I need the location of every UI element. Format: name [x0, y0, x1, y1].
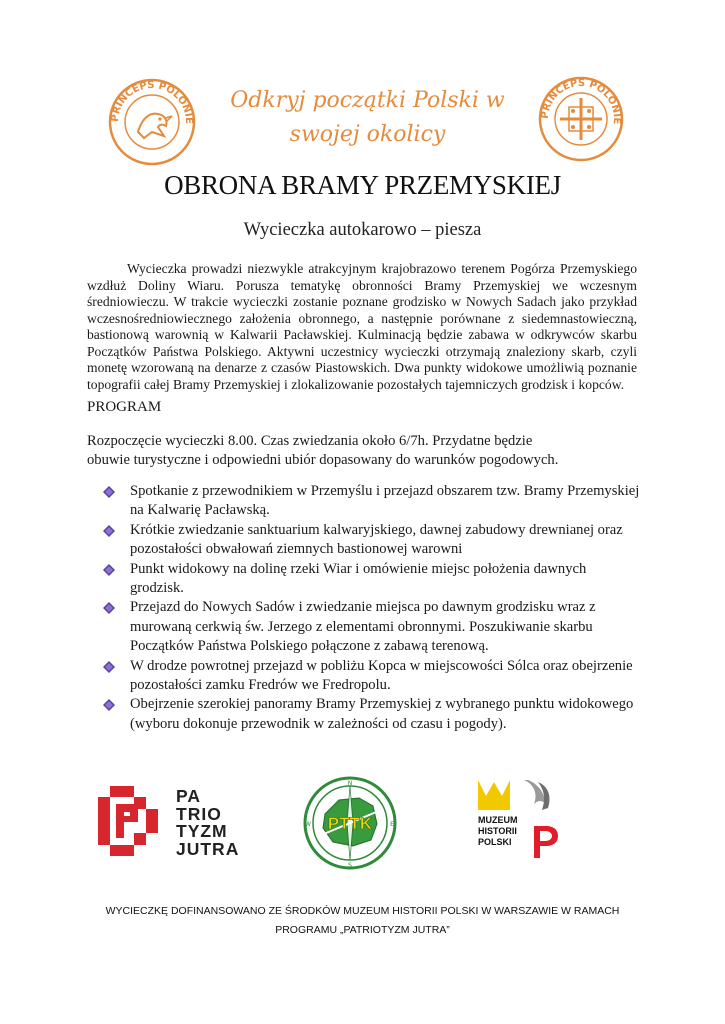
left-coin-inscription: PRINCEPS POLONIE: [109, 79, 195, 125]
patriotyzm-jutra-wordmark: [176, 788, 239, 858]
program-item-text: Obejrzenie szerokiej panoramy Bramy Przemyskiej z wybranego punktu widokowego (wyboru dokonuje przewodnik w zależności od czasu i pogody).: [130, 696, 634, 732]
compass-e: E: [390, 821, 394, 828]
svg-text:PRINCEPS POLONIE: [110, 80, 194, 124]
program-item: [102, 521, 642, 560]
pttk-text: PTTK: [327, 814, 373, 833]
program-item-text: Przejazd do Nowych Sadów i zwiedzanie miejsca po dawnym grodzisku wraz z murowaną cerkwią św. Jerzego z elementami obronnymi. Poszukiwanie skarbu Początków Państwa Polskiego połączone z zabawą terenową.: [130, 599, 596, 655]
patriot-line: TYZM: [176, 821, 228, 841]
diamond-bullet-icon: [102, 485, 116, 499]
start-info: Rozpoczęcie wycieczki 8.00. Czas zwiedzania około 6/7h. Przydatne będzie obuwie turystyczne i odpowiedni ubiór dopasowany do warunków pogodowych.: [87, 433, 559, 468]
program-item: [102, 598, 642, 656]
muzeum-line: HISTORII: [478, 826, 517, 836]
compass-s: S: [348, 862, 352, 869]
program-item: [102, 695, 642, 734]
muzeum-line: POLSKI: [478, 837, 512, 847]
funding-footer: [0, 902, 725, 940]
intro-paragraph: Wycieczka prowadzi niezwykle atrakcyjnym krajobrazowo terenem Pogórza Przemyskiego wzdłuż Doliny Wiaru. Porusza tematykę obronności Bramy Przemyskiej we wczesnym średniowieczu. W trakcie wycieczki zostanie poznane grodzisko w Nowych Sadach jako przykład wczesnośredniowiecznego założenia obronnego, a następnie porównane z siedemnastowieczną, bastionową warownią w Kalwarii Pacławskiej. Kulminacją będzie zabawa w odkrywców skarbu Początków Państwa Polskiego. Aktywni uczestnicy wycieczki otrzymają znaleziony skarb, czyli monetę wzorowaną na denarze z czasów Piastowskich. Dwa punkty widokowe umożliwią poznanie topografii całej Bramy Przemyskiej i zlokalizowanie pozostałych tajemniczych grodzisk i kopców.: [87, 261, 637, 392]
muzeum-line: MUZEUM: [478, 815, 518, 825]
diamond-bullet-icon: [102, 601, 116, 615]
program-item-text: Punkt widokowy na dolinę rzeki Wiar i omówienie miejsc położenia dawnych grodzisk.: [130, 560, 587, 597]
program-item-text: W drodze powrotnej przejazd w pobliżu Kopca w miejscowości Sólca oraz obejrzenie pozostałości zamku Fredrów we Fredropolu.: [130, 657, 633, 694]
program-item: [102, 482, 642, 521]
program-item: [102, 657, 642, 696]
patriot-line: JUTRA: [176, 838, 240, 859]
footer-line: WYCIECZKĘ DOFINANSOWANO ZE ŚRODKÓW MUZEUM HISTORII POLSKI W WARSZAWIE W RAMACH: [105, 905, 620, 917]
footer-line: PROGRAMU „PATRIOTYZM JUTRA”: [275, 924, 450, 936]
patriot-line: PA: [176, 786, 202, 806]
page-subtitle: Wycieczka autokarowo – piesza: [243, 220, 482, 240]
diamond-bullet-icon: [102, 563, 116, 577]
pttk-logo: [303, 776, 397, 870]
tagline: Odkryj początki Polski w swojej okolicy: [230, 88, 505, 147]
program-list: [102, 482, 642, 734]
page-title: OBRONA BRAMY PRZEMYSKIEJ: [164, 170, 561, 200]
right-coin-inscription: PRINCEPS POLONIE: [539, 77, 623, 125]
compass-w: W: [305, 821, 311, 828]
diamond-bullet-icon: [102, 698, 116, 712]
program-item: [102, 560, 642, 599]
muzeum-wordmark: [478, 815, 518, 848]
right-coin-emblem: [538, 76, 624, 162]
patriot-line: TRIO: [176, 803, 222, 824]
program-heading: PROGRAM: [87, 399, 162, 415]
left-coin-emblem: [108, 78, 196, 166]
compass-n: N: [347, 780, 353, 787]
diamond-bullet-icon: [102, 524, 116, 538]
program-item-text: Krótkie zwiedzanie sanktuarium kalwaryjskiego, dawnej zabudowy drewnianej oraz pozostałości obwałowań ziemnych bastionowej warowni: [130, 521, 623, 558]
diamond-bullet-icon: [102, 660, 116, 674]
program-item-text: Spotkanie z przewodnikiem w Przemyślu i przejazd obszarem tzw. Bramy Przemyskiej na Kalwarię Pacławską.: [130, 483, 640, 519]
